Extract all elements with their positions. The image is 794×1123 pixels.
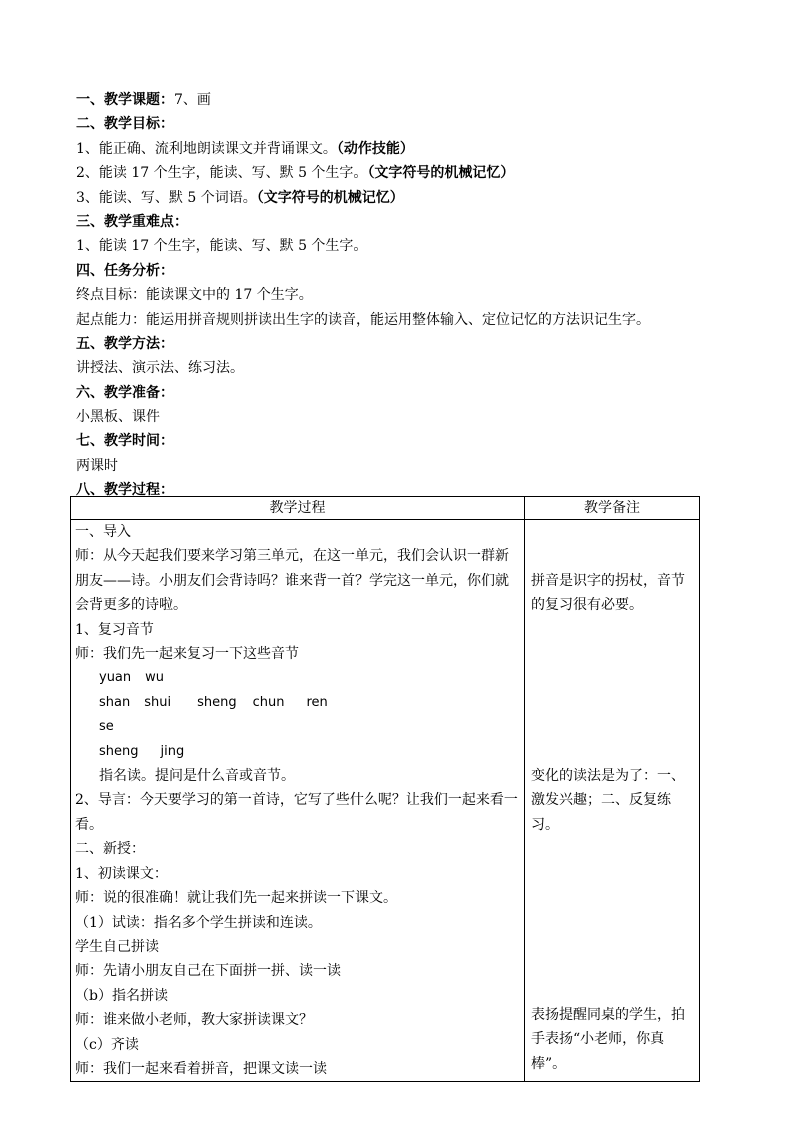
- pinyin-syllable: sheng: [99, 743, 139, 759]
- teacher-line: 师：说的很准确！就让我们先一起来拼读一下课文。: [75, 890, 397, 907]
- goal-tag: （动作技能）: [336, 140, 414, 157]
- pinyin-row: [75, 715, 520, 739]
- pinyin-syllable: se: [99, 719, 114, 735]
- goal-item: [76, 186, 726, 210]
- section-title: 二、教学目标：: [76, 116, 174, 133]
- teacher-line: 师：从今天起我们要来学习第三单元，在这一单元，我们会认识一群新朋友——诗。小朋友们会背诗吗？谁来背一首？学完这一单元，你们就会背更多的诗啦。: [75, 548, 509, 614]
- pinyin-syllable: sheng: [197, 694, 237, 710]
- goal-text: 3、能读、写、默 5 个词语。: [76, 189, 257, 206]
- process-cell: [71, 520, 525, 1082]
- section-title: 七、教学时间：: [76, 433, 174, 450]
- step-heading: 一、导入: [75, 524, 131, 540]
- pinyin-syllable: shan: [99, 694, 131, 710]
- goal-text: 1、能正确、流利地朗读课文并背诵课文。: [76, 140, 337, 157]
- pinyin-syllable: ren: [306, 694, 328, 710]
- note: 表扬提醒同桌的学生，拍手表扬“小老师，你真棒”。: [530, 1007, 685, 1072]
- topic-value: 7、画: [174, 92, 211, 108]
- preparation-text: 小黑板、课件: [76, 409, 160, 426]
- goal-item: [76, 137, 726, 161]
- step-heading: 1、复习音节: [75, 621, 154, 638]
- notes-cell: [524, 520, 699, 1082]
- pinyin-syllable: chun: [252, 694, 285, 710]
- task-endpoint: 终点目标：能读课文中的 17 个生字。: [76, 287, 313, 304]
- process-table: [70, 496, 700, 1082]
- activity-line: 学生自己拼读: [75, 938, 159, 955]
- pinyin-syllable: shui: [144, 694, 172, 710]
- step-heading: 二、新授：: [75, 841, 145, 858]
- note: 拼音是识字的拐杖，音节的复习很有必要。: [530, 573, 685, 614]
- section-topic: [76, 88, 726, 112]
- pinyin-row: [75, 691, 520, 715]
- time-text: 两课时: [76, 457, 118, 474]
- method-text: 讲授法、演示法、练习法。: [76, 360, 244, 377]
- pinyin-row: [75, 740, 520, 764]
- lesson-plan-header: [76, 88, 726, 503]
- section-title: 五、教学方法：: [76, 335, 174, 352]
- task-startpoint: 起点能力：能运用拼音规则拼读出生字的读音，能运用整体输入、定位记忆的方法识记生字。: [76, 311, 650, 328]
- section-title: 四、任务分析：: [76, 262, 174, 279]
- section-title: 一、教学课题：: [76, 92, 174, 108]
- column-header: 教学备注: [524, 497, 699, 520]
- teacher-line: 师：先请小朋友自己在下面拼一拼、读一读: [75, 963, 341, 980]
- note: 变化的读法是为了：一、激发兴趣；二、反复练习。: [530, 768, 685, 833]
- goal-item: [76, 161, 726, 185]
- activity-line: （b）指名拼读: [75, 987, 168, 1004]
- instruction-line: 指名读。提问是什么音或音节。: [99, 768, 295, 785]
- goal-text: 2、能读 17 个生字，能读、写、默 5 个生字。: [76, 165, 368, 182]
- teacher-line: 师：我们一起来看着拼音，把课文读一读: [75, 1060, 327, 1077]
- pinyin-syllable: jing: [160, 743, 185, 759]
- goal-tag: （文字符号的机械记忆）: [256, 189, 404, 206]
- pinyin-syllable: wu: [145, 670, 165, 686]
- table-header-row: [71, 497, 700, 520]
- key-point: 1、能读 17 个生字，能读、写、默 5 个生字。: [76, 238, 368, 255]
- section-title: 六、教学准备：: [76, 384, 174, 401]
- activity-line: （c）齐读: [75, 1036, 139, 1053]
- goal-tag: （文字符号的机械记忆）: [367, 165, 515, 182]
- step-heading: 2、导言：今天要学习的第一首诗，它写了些什么呢？让我们一起来看一看。: [75, 792, 518, 833]
- pinyin-syllable: yuan: [99, 670, 132, 686]
- step-heading: 1、初读课文：: [75, 865, 168, 882]
- activity-line: （1）试读：指名多个学生拼读和连读。: [75, 914, 322, 931]
- section-title: 八、教学过程：: [76, 482, 174, 499]
- pinyin-row: [75, 666, 520, 690]
- teacher-line: 师：谁来做小老师，教大家拼读课文？: [75, 1012, 313, 1029]
- teacher-line: 师：我们先一起来复习一下这些音节: [75, 646, 299, 663]
- table-row: [71, 520, 700, 1082]
- column-header: 教学过程: [71, 497, 525, 520]
- section-title: 三、教学重难点：: [76, 213, 188, 230]
